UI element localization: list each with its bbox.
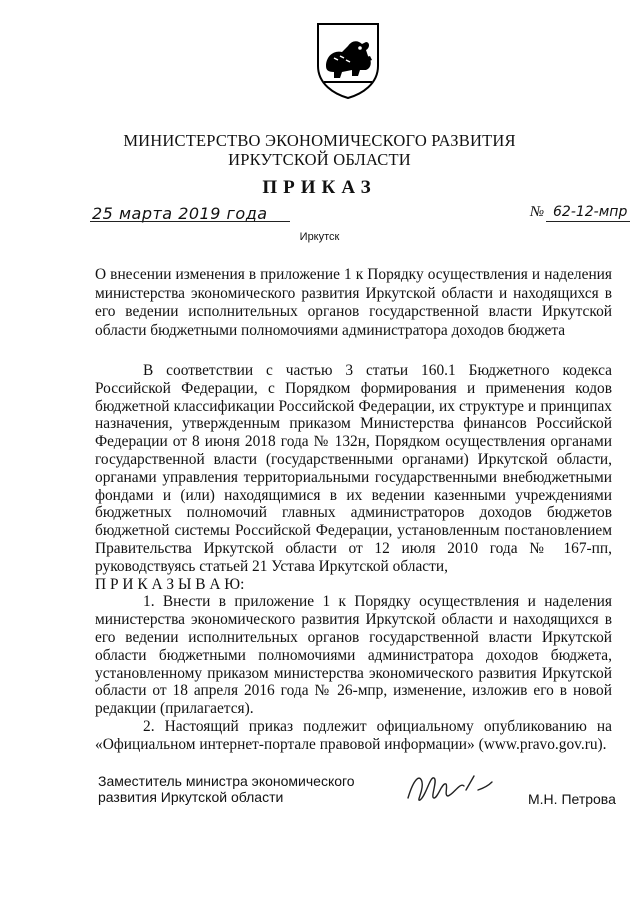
document-date: 25 марта 2019 года [92,204,268,223]
order-word: П Р И К А З Ы В А Ю: [95,575,245,593]
signatory-position-line1: Заместитель министра экономического [98,773,355,789]
ministry-name-line2: ИРКУТСКОЙ ОБЛАСТИ [228,150,411,169]
number-underline [546,221,630,222]
document-type-title: ПРИКАЗ [262,177,377,198]
order-item-2: 2. Настоящий приказ подлежит официальному опубликованию на «Официальном интернет-портале правовой информации» (www.pravo.gov.ru). [95,717,612,753]
document-city: Иркутск [299,231,340,243]
document-number: 62-12-мпр [553,204,628,220]
signatory-position [98,773,355,805]
ministry-name-line1: МИНИСТЕРСТВО ЭКОНОМИЧЕСКОГО РАЗВИТИЯ [123,131,516,150]
handwritten-signature-icon [404,768,494,808]
date-underline [90,221,290,222]
document-body [95,362,612,754]
document-number-label: № [530,204,545,220]
signatory-position-line2: развития Иркутской области [98,789,284,805]
signatory-name: М.Н. Петрова [528,791,616,807]
document-subject: О внесении изменения в приложение 1 к Порядку осуществления и наделения министерства экономического развития Иркутской области и находящихся в его ведении исполнительных органов государственной власти Иркутской области бюджетными полномочиями администратора доходов бюджета [95,266,612,339]
order-item-1: 1. Внести в приложение 1 к Порядку осуществления и наделения министерства экономического развития Иркутской области и находящихся в его ведении исполнительных органов государственной власти Иркутской области бюджетными полномочиями администратора доходов бюджета, установленному приказом министерства экономического развития Иркутской области от 18 апреля 2016 года № 26-мпр, изменение, изложив его в новой редакции (прилагается). [95,593,612,718]
preamble-paragraph: В соответствии с частью 3 статьи 160.1 Бюджетного кодекса Российской Федерации, с Порядком формирования и применения кодов бюджетной классификации Российской Федерации, их структуре и принципах назначения, утвержденным приказом Министерства финансов Российской Федерации от 8 июня 2018 года № 132н, Порядком осуществления органами государственной власти (государственными органами) Иркутской области, органами управления территориальными государственными внебюджетными фондами и (или) находящимися в их ведении казенными учреждениями бюджетных полномочий главных администраторов доходов бюджетов бюджетной системы Российской Федерации, установленным постановлением Правительства Иркутской области от 12 июля 2010 года № 167-пп, руководствуясь статьей 21 Устава Иркутской области, [95,362,612,575]
coat-of-arms-icon [314,20,382,100]
